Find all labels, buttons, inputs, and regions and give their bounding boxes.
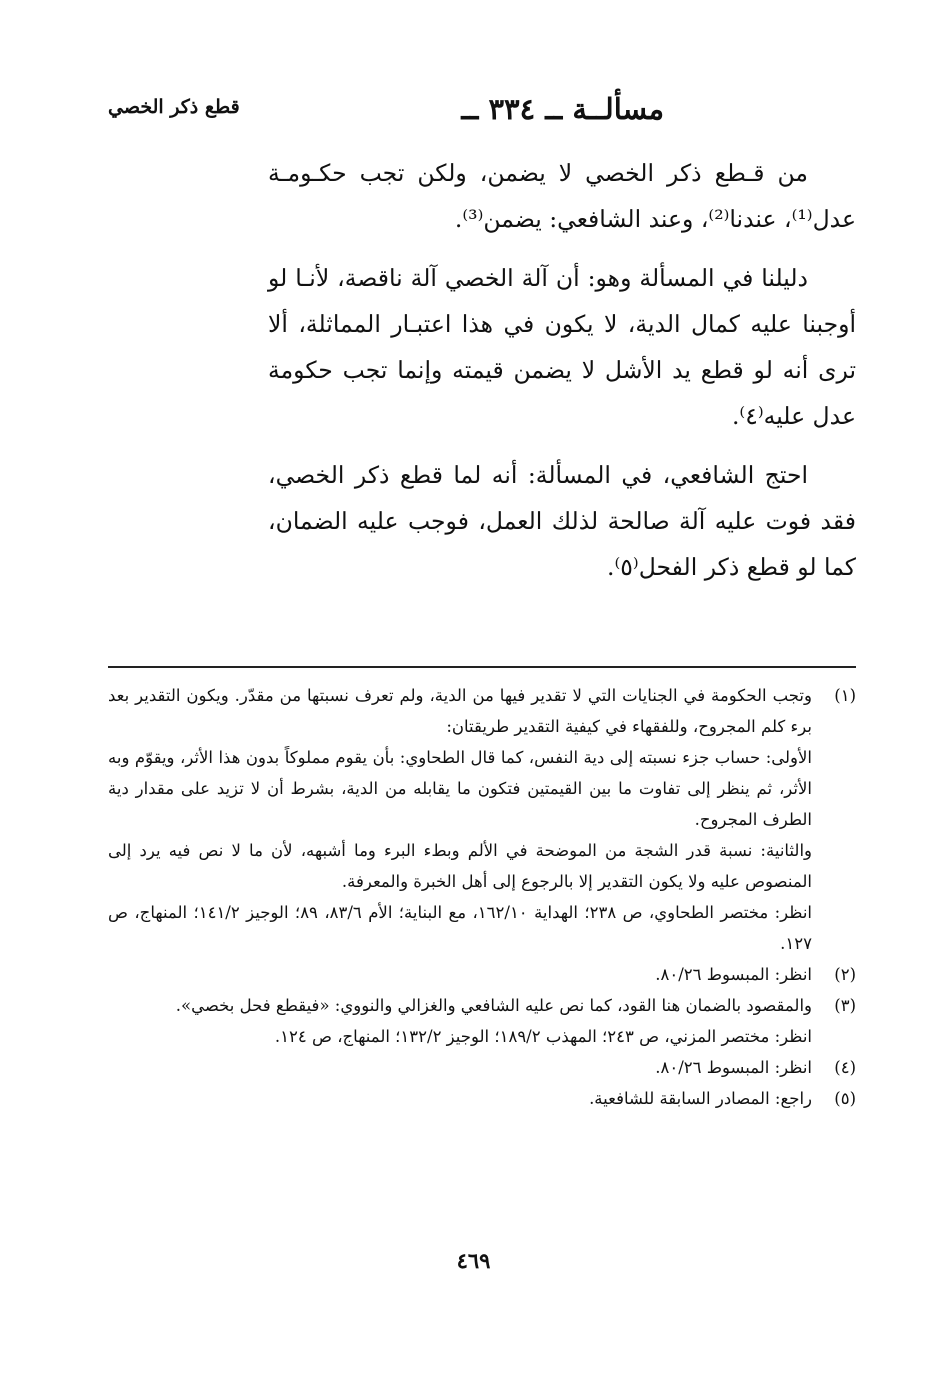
footnote-reference: راجع: المصادر السابقة للشافعية. (589, 1089, 812, 1108)
footnote-text: والثانية: نسبة قدر الشجة من الموضحة في الألم وبطء البرء وما أشبهه، لأن ما لا نص فيه يرد إلى المنصوص عليه ولا يكون التقدير إلا بالرجوع إلى أهل الخبرة والمعرفة. (108, 841, 812, 891)
footnote (108, 1052, 856, 1083)
footnote-number: (٢) (834, 965, 856, 984)
page-number: ٤٦٩ (456, 1248, 491, 1273)
footnote-text: الأولى: حساب جزء نسبته إلى دية النفس، كما قال الطحاوي: بأن يقوم مملوكاً بدون هذا الأثر، ويقوّم وبه الأثر، ثم ينظر إلى تفاوت ما بين القيمتين فتكون ما يقابله من الدية، بشرط أن لا تزيد على مقدار دية الطرف المجروح. (108, 748, 812, 829)
footnote (108, 959, 856, 990)
running-head: قطع ذكر الخصي (108, 96, 240, 118)
footnote-text: والمقصود بالضمان هنا القود، كما نص عليه الشافعي والغزالي والنووي: «فيقطع فحل بخصي». (175, 996, 812, 1015)
footnote (108, 990, 856, 1052)
body-paragraph: دليلنا في المسألة وهو: أن آلة الخصي آلة ناقصة، لأنـا لو أوجبنا عليه كمال الدية، لا يكون في هذا اعتبـار المماثلة، ألا ترى أنه لو قطع يد الأشل لا يضمن قيمته وإنما تجب حكومة عدل عليه⁽٤⁾. (268, 264, 856, 430)
footnote-reference: انظر: المبسوط ٨٠/٢٦. (655, 965, 812, 984)
footnote-reference: انظر: مختصر المزني، ص ٢٤٣؛ المهذب ١٨٩/٢؛ الوجيز ١٣٢/٢؛ المنهاج، ص ١٢٤. (274, 1027, 812, 1046)
footnote-number: (٤) (834, 1058, 856, 1077)
footnote-reference: انظر: مختصر الطحاوي، ص ٢٣٨؛ الهداية ١٦٢/١٠، مع البناية؛ الأم ٨٣/٦، ٨٩؛ الوجيز ١٤١/٢؛ المنهاج، ص ١٢٧. (108, 903, 813, 953)
main-text (268, 150, 856, 603)
footnote-number: (٣) (834, 996, 856, 1015)
footnote (108, 680, 856, 959)
footnote-reference: انظر: المبسوط ٨٠/٢٦. (655, 1058, 812, 1077)
footnote (108, 1083, 856, 1114)
issue-title: مسألــة ــ ٣٣٤ ــ (461, 92, 664, 126)
footnote-number: (٥) (834, 1089, 856, 1108)
footnote-number: (١) (834, 686, 856, 705)
body-paragraph: من قـطع ذكر الخصي لا يضمن، ولكن تجب حكـومـة عدل⁽¹⁾، عندنا⁽²⁾، وعند الشافعي: يضمن⁽³⁾. (268, 159, 856, 233)
footnote-separator (108, 666, 856, 668)
footnote-text: وتجب الحكومة في الجنايات التي لا تقدير فيها من الدية، ولم تعرف نسبتها من مقدّر. ويكون التقدير بعد برء كلم المجروح، وللفقهاء في كيفية التقدير طريقتان: (108, 686, 812, 736)
body-paragraph: احتج الشافعي، في المسألة: أنه لما قطع ذكر الخصي، فقد فوت عليه آلة صالحة لذلك العمل، فوجب عليه الضمان، كما لو قطع ذكر الفحل⁽٥⁾. (268, 461, 856, 581)
footnotes (108, 680, 856, 1114)
